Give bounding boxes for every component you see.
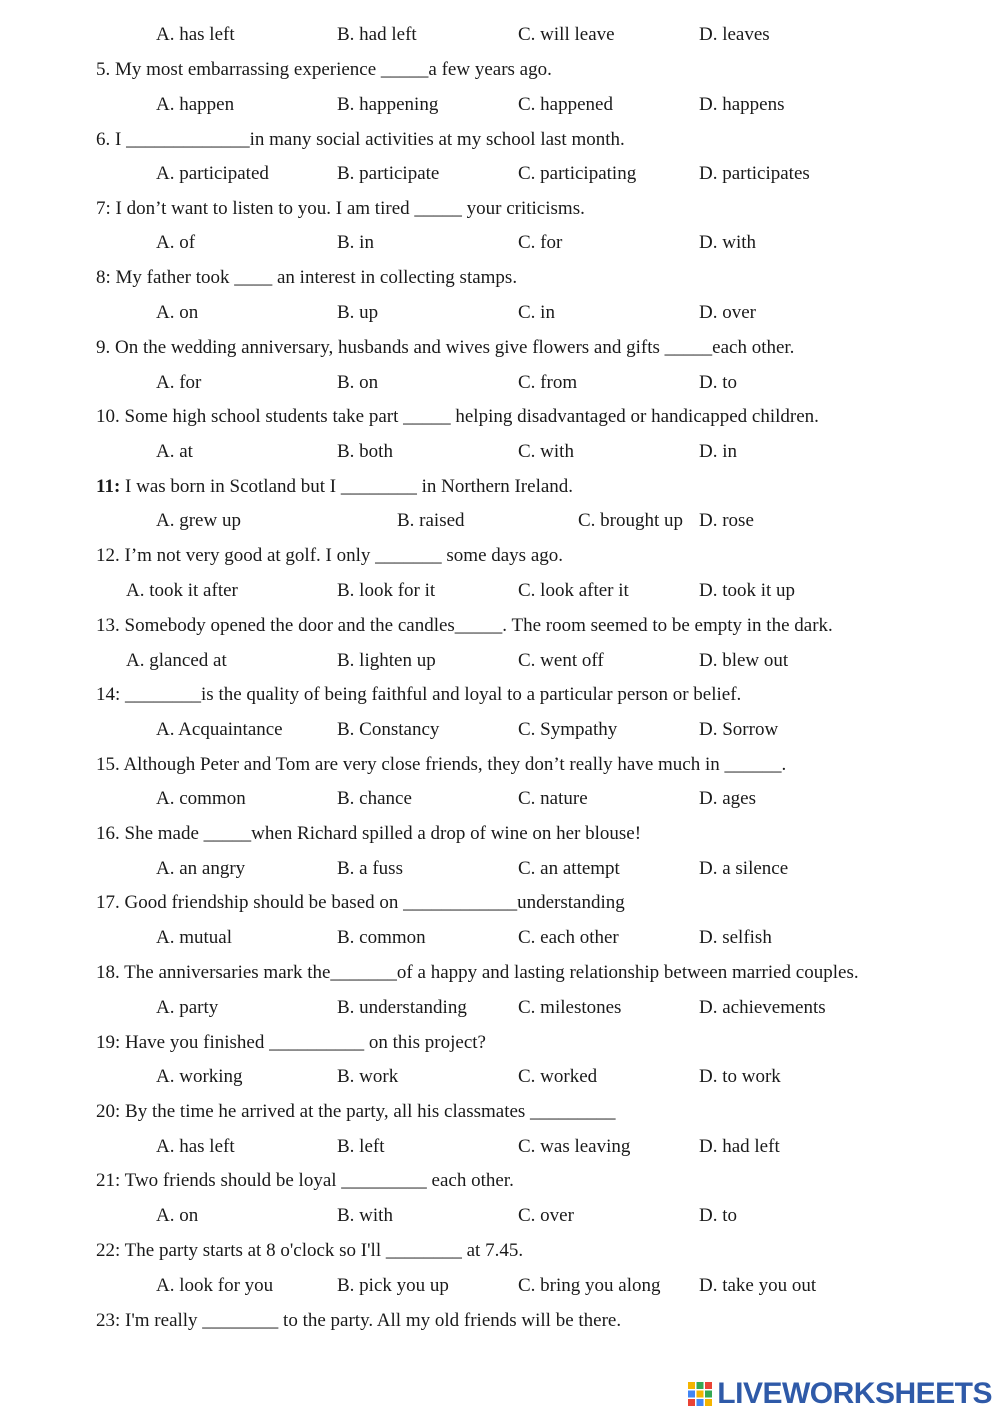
option-b[interactable]: B. chance (337, 788, 412, 809)
option-b[interactable]: B. participate (337, 163, 440, 184)
question-13 (0, 611, 1000, 641)
option-b[interactable]: B. common (337, 927, 426, 948)
option-a[interactable]: A. happen (156, 94, 235, 115)
option-b[interactable]: B. lighten up (337, 650, 436, 671)
option-c[interactable]: C. went off (518, 650, 604, 671)
option-c[interactable]: C. will leave (518, 24, 615, 45)
option-d[interactable]: D. rose (699, 510, 754, 531)
option-a[interactable]: A. Acquaintance (156, 719, 283, 740)
option-c[interactable]: C. with (518, 441, 574, 462)
question-22 (0, 1236, 1000, 1266)
option-a[interactable]: A. grew up (156, 510, 241, 531)
q4-options (0, 20, 1000, 50)
liveworksheets-logo[interactable] (687, 1376, 992, 1412)
question-11 (0, 472, 1000, 502)
option-a[interactable]: A. party (156, 997, 219, 1018)
question-text: 8: My father took ____ an interest in collecting stamps. (96, 267, 518, 288)
option-d[interactable]: D. participates (699, 163, 810, 184)
q8-options (0, 298, 1000, 328)
option-a[interactable]: A. on (156, 302, 199, 323)
option-a[interactable]: A. has left (156, 1136, 235, 1157)
option-b[interactable]: B. Constancy (337, 719, 440, 740)
option-b[interactable]: B. raised (397, 510, 465, 531)
question-text: 19: Have you finished __________ on this project? (96, 1032, 486, 1053)
question-number: 11: (96, 476, 121, 497)
question-text: 7: I don’t want to listen to you. I am tired _____ your criticisms. (96, 198, 585, 219)
option-b[interactable]: B. up (337, 302, 379, 323)
question-10 (0, 402, 1000, 432)
option-c[interactable]: C. was leaving (518, 1136, 631, 1157)
q12-options (0, 576, 1000, 606)
option-a[interactable]: A. on (156, 1205, 199, 1226)
q10-options (0, 437, 1000, 467)
question-text: 9. On the wedding anniversary, husbands and wives give flowers and gifts _____each other. (96, 337, 795, 358)
option-d[interactable]: D. to work (699, 1066, 781, 1087)
option-a[interactable]: A. an angry (156, 858, 246, 879)
question-17 (0, 888, 1000, 918)
option-d[interactable]: D. happens (699, 94, 785, 115)
option-b[interactable]: B. on (337, 372, 379, 393)
option-c[interactable]: C. over (518, 1205, 574, 1226)
option-c[interactable]: C. worked (518, 1066, 598, 1087)
option-a[interactable]: A. look for you (156, 1275, 274, 1296)
question-5 (0, 55, 1000, 85)
option-b[interactable]: B. left (337, 1136, 385, 1157)
question-19 (0, 1028, 1000, 1058)
question-text: 21: Two friends should be loyal _________ each other. (96, 1170, 514, 1191)
option-b[interactable]: B. happening (337, 94, 439, 115)
q18-options (0, 993, 1000, 1023)
option-d[interactable]: D. Sorrow (699, 719, 779, 740)
q13-options (0, 646, 1000, 676)
option-a[interactable]: A. for (156, 372, 202, 393)
q11-options (0, 506, 1000, 536)
option-d[interactable]: D. selfish (699, 927, 772, 948)
question-8 (0, 263, 1000, 293)
question-text: 16. She made _____when Richard spilled a drop of wine on her blouse! (96, 823, 642, 844)
option-d[interactable]: D. leaves (699, 24, 770, 45)
question-18 (0, 958, 1000, 988)
option-c[interactable]: C. from (518, 372, 578, 393)
question-15 (0, 750, 1000, 780)
logo-grid-icon (687, 1381, 713, 1407)
question-text: 18. The anniversaries mark the_______of a happy and lasting relationship between married couples. (96, 962, 859, 983)
option-d[interactable]: D. had left (699, 1136, 780, 1157)
question-9 (0, 333, 1000, 363)
option-b[interactable]: B. in (337, 232, 374, 253)
option-a[interactable]: A. took it after (126, 580, 238, 601)
q17-options (0, 923, 1000, 953)
question-text: 10. Some high school students take part _____ helping disadvantaged or handicapped children. (96, 406, 819, 427)
question-body: I was born in Scotland but I ________ in Northern Ireland. (120, 476, 574, 497)
option-d[interactable]: D. to (699, 1205, 737, 1226)
question-text: 12. I’m not very good at golf. I only _______ some days ago. (96, 545, 564, 566)
question-text: 22: The party starts at 8 o'clock so I'll ________ at 7.45. (96, 1240, 524, 1261)
option-a[interactable]: A. has left (156, 24, 235, 45)
option-c[interactable]: C. each other (518, 927, 619, 948)
q15-options (0, 784, 1000, 814)
q16-options (0, 854, 1000, 884)
question-text (96, 472, 573, 502)
option-d[interactable]: D. in (699, 441, 737, 462)
option-d[interactable]: D. blew out (699, 650, 789, 671)
question-text: 6. I _____________in many social activities at my school last month. (96, 129, 625, 150)
option-b[interactable]: B. had left (337, 24, 417, 45)
q14-options (0, 715, 1000, 745)
question-text: 14: ________is the quality of being faithful and loyal to a particular person or belief. (96, 684, 742, 705)
option-a[interactable]: A. common (156, 788, 246, 809)
option-d[interactable]: D. take you out (699, 1275, 817, 1296)
question-21 (0, 1166, 1000, 1196)
option-b[interactable]: B. pick you up (337, 1275, 449, 1296)
option-d[interactable]: D. ages (699, 788, 756, 809)
option-d[interactable]: D. with (699, 232, 756, 253)
question-text: 20: By the time he arrived at the party, all his classmates _________ (96, 1101, 616, 1122)
option-c[interactable]: C. look after it (518, 580, 629, 601)
option-a[interactable]: A. glanced at (126, 650, 227, 671)
q22-options (0, 1271, 1000, 1301)
question-20 (0, 1097, 1000, 1127)
option-c[interactable]: C. milestones (518, 997, 622, 1018)
question-16 (0, 819, 1000, 849)
question-text: 13. Somebody opened the door and the candles_____. The room seemed to be empty in the dark. (96, 615, 833, 636)
question-14 (0, 680, 1000, 710)
q7-options (0, 228, 1000, 258)
q6-options (0, 159, 1000, 189)
question-12 (0, 541, 1000, 571)
option-b[interactable]: B. look for it (337, 580, 436, 601)
logo-text: LIVEWORKSHEETS (717, 1377, 992, 1410)
option-b[interactable]: B. both (337, 441, 393, 462)
option-d[interactable]: D. achievements (699, 997, 826, 1018)
option-c[interactable]: C. in (518, 302, 555, 323)
q9-options (0, 368, 1000, 398)
option-a[interactable]: A. of (156, 232, 196, 253)
option-b[interactable]: B. understanding (337, 997, 467, 1018)
option-a[interactable]: A. mutual (156, 927, 232, 948)
option-c[interactable]: C. Sympathy (518, 719, 618, 740)
option-c[interactable]: C. an attempt (518, 858, 620, 879)
question-text: 5. My most embarrassing experience _____a few years ago. (96, 59, 552, 80)
option-c[interactable]: C. bring you along (518, 1275, 661, 1296)
option-a[interactable]: A. working (156, 1066, 243, 1087)
option-d[interactable]: D. took it up (699, 580, 796, 601)
q20-options (0, 1132, 1000, 1162)
option-d[interactable]: D. over (699, 302, 756, 323)
option-a[interactable]: A. participated (156, 163, 269, 184)
option-c[interactable]: C. nature (518, 788, 588, 809)
option-b[interactable]: B. work (337, 1066, 399, 1087)
option-c[interactable]: C. brought up (578, 510, 684, 531)
option-c[interactable]: C. for (518, 232, 563, 253)
question-7 (0, 194, 1000, 224)
option-c[interactable]: C. happened (518, 94, 613, 115)
question-text: 15. Although Peter and Tom are very close friends, they don’t really have much in ______. (96, 754, 787, 775)
option-b[interactable]: B. with (337, 1205, 393, 1226)
option-c[interactable]: C. participating (518, 163, 637, 184)
q5-options (0, 90, 1000, 120)
question-text: 23: I'm really ________ to the party. All my old friends will be there. (96, 1310, 622, 1331)
question-23 (0, 1306, 1000, 1336)
option-d[interactable]: D. to (699, 372, 737, 393)
q19-options (0, 1062, 1000, 1092)
q21-options (0, 1201, 1000, 1231)
option-a[interactable]: A. at (156, 441, 193, 462)
question-6 (0, 125, 1000, 155)
option-b[interactable]: B. a fuss (337, 858, 403, 879)
question-text: 17. Good friendship should be based on ____________understanding (96, 892, 625, 913)
option-d[interactable]: D. a silence (699, 858, 789, 879)
